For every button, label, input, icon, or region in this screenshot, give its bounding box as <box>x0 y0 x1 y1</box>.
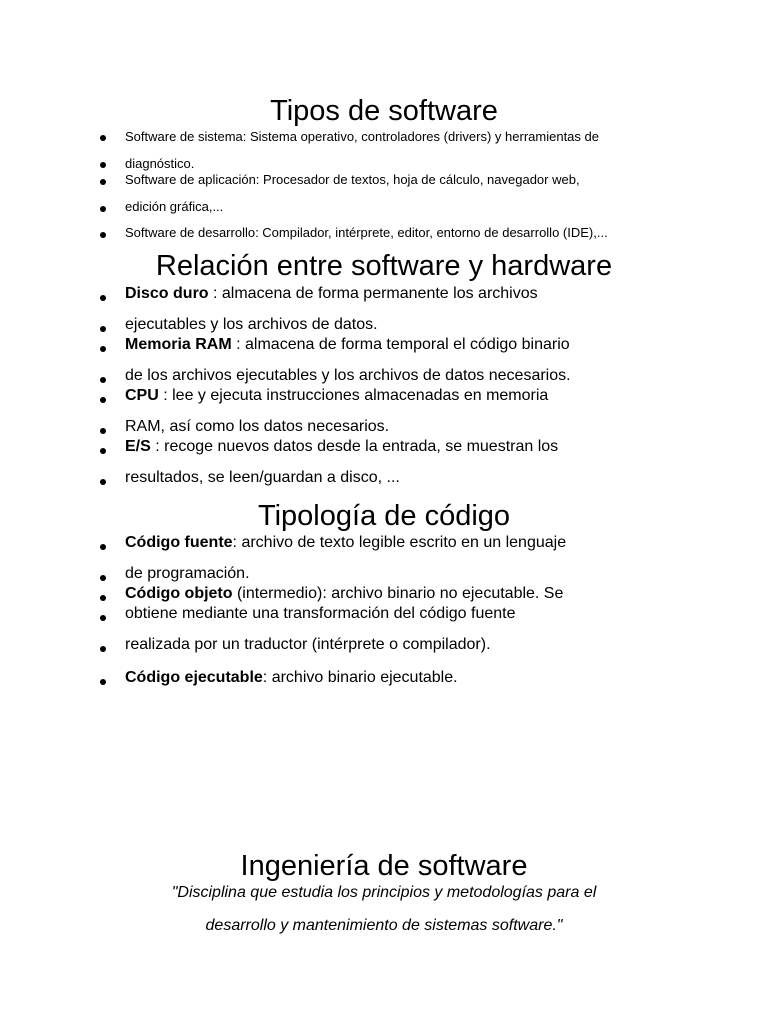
list-item: de los archivos ejecutables y los archivos de datos necesarios. <box>125 367 571 384</box>
bullet-icon <box>100 295 106 301</box>
term-label: CPU <box>125 387 159 404</box>
bullet-icon <box>100 679 106 685</box>
heading-relacion-software-hardware: Relación entre software y hardware <box>155 250 613 282</box>
list-item <box>125 388 548 404</box>
heading-tipos-de-software: Tipos de software <box>270 95 498 127</box>
term-text: : lee y ejecuta instrucciones almacenadas en memoria <box>158 387 549 404</box>
heading-ingenieria-de-software: Ingeniería de software <box>240 850 528 882</box>
list-item: edición gráfica,... <box>125 199 224 214</box>
list-item: de programación. <box>125 565 250 582</box>
list-item: ejecutables y los archivos de datos. <box>125 316 378 333</box>
list-item: RAM, así como los datos necesarios. <box>125 418 390 435</box>
list-item <box>125 586 563 602</box>
bullet-icon <box>100 615 106 621</box>
term-label: Disco duro <box>125 285 209 302</box>
term-text: : archivo de texto legible escrito en un lenguaje <box>232 534 567 551</box>
term-text: (intermedio): archivo binario no ejecutable. Se <box>232 585 564 602</box>
bullet-icon <box>100 232 106 238</box>
bullet-icon <box>100 448 106 454</box>
bullet-icon <box>100 595 106 601</box>
bullet-icon <box>100 646 106 652</box>
heading-tipologia-de-codigo: Tipología de código <box>257 500 511 532</box>
bullet-icon <box>100 326 106 332</box>
list-item <box>125 337 570 353</box>
definition-quote-line-2: desarrollo y mantenimiento de sistemas software." <box>205 917 563 934</box>
bullet-icon <box>100 162 106 168</box>
bullet-icon <box>100 544 106 550</box>
list-item <box>125 286 538 302</box>
list-item <box>125 670 458 686</box>
term-text: : recoge nuevos datos desde la entrada, se muestran los <box>150 438 559 455</box>
bullet-icon <box>100 135 106 141</box>
list-item: realizada por un traductor (intérprete o compilador). <box>125 636 491 653</box>
bullet-icon <box>100 397 106 403</box>
bullet-icon <box>100 346 106 352</box>
term-text: : archivo binario ejecutable. <box>262 669 458 686</box>
bullet-icon <box>100 428 106 434</box>
bullet-icon <box>100 479 106 485</box>
term-text: : almacena de forma temporal el código binario <box>231 336 570 353</box>
list-item <box>125 535 566 551</box>
bullet-icon <box>100 179 106 185</box>
term-label: Memoria RAM <box>125 336 232 353</box>
list-item: diagnóstico. <box>125 156 195 171</box>
term-label: Código objeto <box>125 585 233 602</box>
list-item: Software de sistema: Sistema operativo, controladores (drivers) y herramientas de <box>125 129 599 144</box>
term-label: E/S <box>125 438 151 455</box>
list-item <box>125 439 558 455</box>
list-item: obtiene mediante una transformación del código fuente <box>125 605 516 622</box>
term-label: Código ejecutable <box>125 669 263 686</box>
list-item: resultados, se leen/guardan a disco, ... <box>125 469 400 486</box>
definition-quote-line-1: "Disciplina que estudia los principios y metodologías para el <box>171 884 597 901</box>
list-item: Software de aplicación: Procesador de textos, hoja de cálculo, navegador web, <box>125 172 580 187</box>
bullet-icon <box>100 575 106 581</box>
bullet-icon <box>100 377 106 383</box>
term-label: Código fuente <box>125 534 233 551</box>
term-text: : almacena de forma permanente los archivos <box>208 285 538 302</box>
bullet-icon <box>100 206 106 212</box>
list-item: Software de desarrollo: Compilador, intérprete, editor, entorno de desarrollo (IDE),... <box>125 225 608 240</box>
